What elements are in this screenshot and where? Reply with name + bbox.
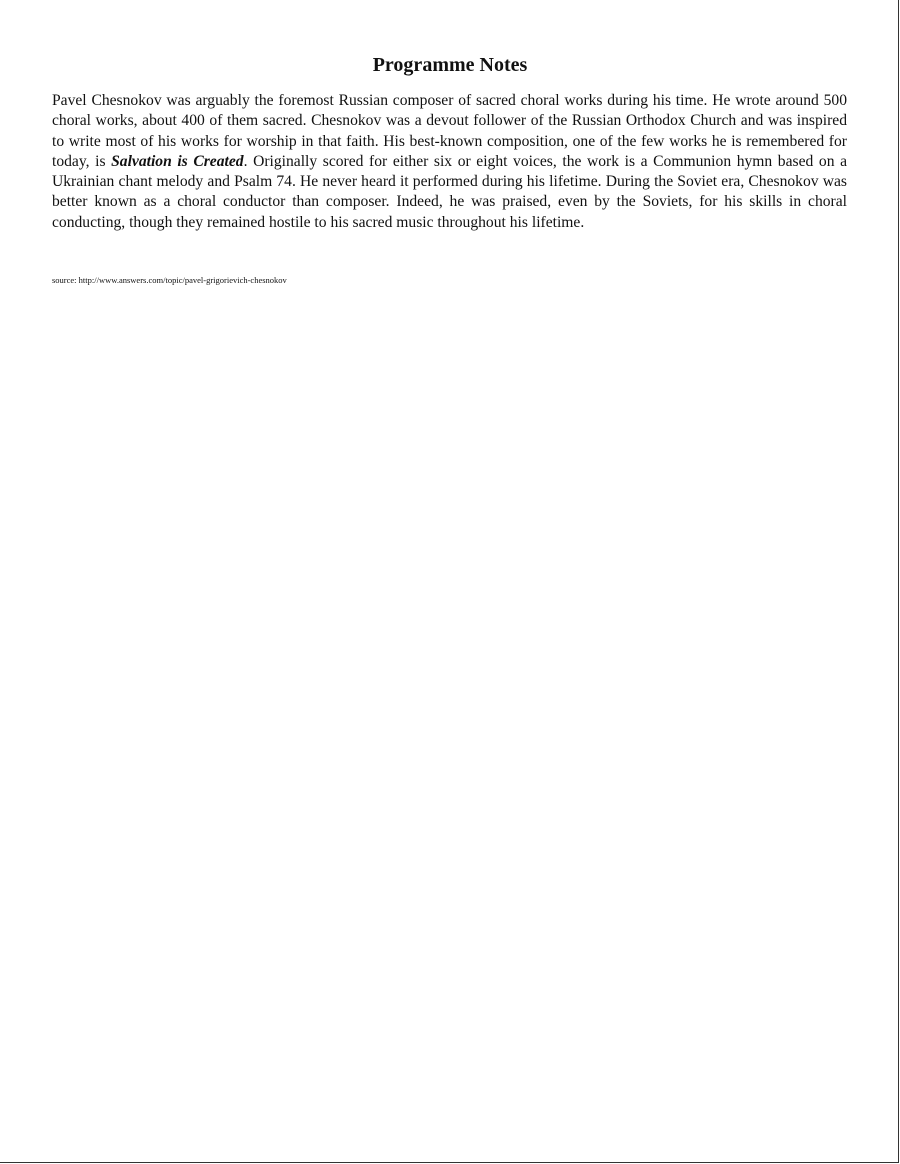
paragraph-text-end: . Originally scored for either six or eight voices, the work is a Communion hymn based on a Ukrainian chant melody and Psalm 74. He never heard it performed during his lifetime. During the Soviet era, Chesnokov was better known as a choral conductor than composer. Indeed, he was praised, even by the Soviets, for his skills in choral conducting, though they remained hostile to his sacred music throughout his lifetime. xyxy=(52,152,848,231)
paragraph-text-start: Pavel Chesnokov was arguably the foremost Russian composer of sacred choral works during his time. He wrote around 500 choral works, about 400 of them sacred. Chesnokov was a devout follower of the Russian Orthodox Church and was inspired to write most of his works for worship in that faith. His best-known composition, one of the few works he is remembered for today, is xyxy=(52,92,847,170)
source-citation: source: http://www.answers.com/topic/pavel-grigorievich-chesnokov xyxy=(52,275,287,285)
programme-notes-paragraph xyxy=(52,91,847,233)
page-title: Programme Notes xyxy=(372,54,528,76)
work-title-emphasis: Salvation is Created xyxy=(111,152,244,170)
